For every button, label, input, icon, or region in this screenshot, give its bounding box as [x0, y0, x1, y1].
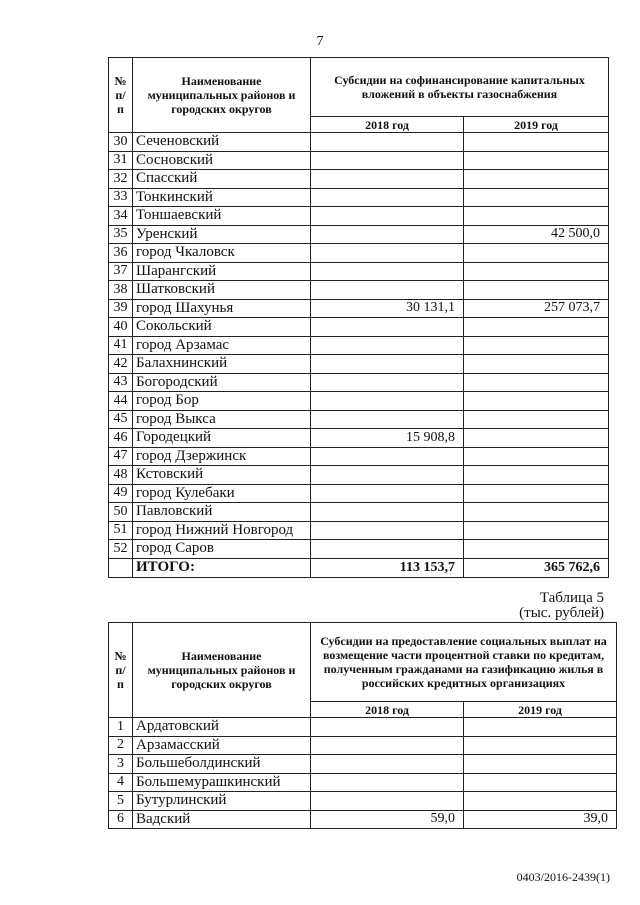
value-2019	[464, 503, 609, 522]
row-number: 30	[109, 133, 133, 152]
row-number: 32	[109, 170, 133, 189]
table5-units: (тыс. рублей)	[519, 605, 604, 621]
header-subsidy: Субсидии на софинансирование капитальных вложений в объекты газоснабжения	[311, 58, 609, 117]
header-year-2018: 2018 год	[311, 117, 464, 133]
row-number: 48	[109, 466, 133, 485]
value-2018	[311, 373, 464, 392]
district-name: город Бор	[133, 392, 311, 411]
value-2019	[464, 170, 609, 189]
value-2019	[464, 392, 609, 411]
header-num: № п/п	[109, 623, 133, 718]
table-row	[109, 736, 617, 755]
value-2018	[311, 133, 464, 152]
header-year-2019: 2019 год	[464, 702, 617, 718]
table-row	[109, 299, 609, 318]
value-2018	[311, 773, 464, 792]
row-number: 45	[109, 410, 133, 429]
value-2018: 59,0	[311, 810, 464, 829]
header-name: Наименование муниципальных районов и городских округов	[133, 623, 311, 718]
table-row	[109, 792, 617, 811]
value-2019: 42 500,0	[464, 225, 609, 244]
district-name: Шатковский	[133, 281, 311, 300]
total-2018: 113 153,7	[311, 558, 464, 577]
district-name: Спасский	[133, 170, 311, 189]
value-2018	[311, 355, 464, 374]
district-name: Вадский	[133, 810, 311, 829]
row-number: 5	[109, 792, 133, 811]
table-row	[109, 355, 609, 374]
value-2018	[311, 792, 464, 811]
row-number: 36	[109, 244, 133, 263]
row-number: 42	[109, 355, 133, 374]
table-row	[109, 773, 617, 792]
value-2019	[464, 521, 609, 540]
value-2018	[311, 540, 464, 559]
header-year-2018: 2018 год	[311, 702, 464, 718]
table-row	[109, 410, 609, 429]
district-name: город Чкаловск	[133, 244, 311, 263]
row-number: 39	[109, 299, 133, 318]
gas-investment-subsidy-table	[108, 57, 609, 578]
district-name: город Выкса	[133, 410, 311, 429]
value-2018	[311, 262, 464, 281]
value-2018: 30 131,1	[311, 299, 464, 318]
table-row	[109, 392, 609, 411]
row-number: 6	[109, 810, 133, 829]
value-2019: 257 073,7	[464, 299, 609, 318]
table-row	[109, 373, 609, 392]
gasification-credit-subsidy-table	[108, 622, 617, 829]
value-2019	[464, 336, 609, 355]
table-row	[109, 521, 609, 540]
value-2018	[311, 281, 464, 300]
table5-title: Таблица 5	[539, 590, 604, 606]
district-name: Балахнинский	[133, 355, 311, 374]
district-name: город Арзамас	[133, 336, 311, 355]
table-row	[109, 540, 609, 559]
row-number: 31	[109, 151, 133, 170]
value-2018: 15 908,8	[311, 429, 464, 448]
row-number: 38	[109, 281, 133, 300]
value-2018	[311, 207, 464, 226]
district-name: Тонкинский	[133, 188, 311, 207]
row-number: 2	[109, 736, 133, 755]
district-name: Ардатовский	[133, 718, 311, 737]
table-row	[109, 484, 609, 503]
header-name: Наименование муниципальных районов и городских округов	[133, 58, 311, 133]
table-row	[109, 133, 609, 152]
row-number: 49	[109, 484, 133, 503]
value-2018	[311, 447, 464, 466]
value-2019	[464, 718, 617, 737]
value-2019	[464, 188, 609, 207]
district-name: Арзамасский	[133, 736, 311, 755]
district-name: Бутурлинский	[133, 792, 311, 811]
row-number: 3	[109, 755, 133, 774]
value-2019	[464, 466, 609, 485]
value-2019	[464, 151, 609, 170]
value-2018	[311, 318, 464, 337]
value-2019	[464, 244, 609, 263]
table-row	[109, 336, 609, 355]
table-row	[109, 503, 609, 522]
district-name: Богородский	[133, 373, 311, 392]
header-year-2019: 2019 год	[464, 117, 609, 133]
value-2019	[464, 773, 617, 792]
table-row	[109, 151, 609, 170]
row-number: 34	[109, 207, 133, 226]
district-name: Кстовский	[133, 466, 311, 485]
district-name: Большемурашкинский	[133, 773, 311, 792]
value-2018	[311, 503, 464, 522]
row-number: 41	[109, 336, 133, 355]
row-number: 37	[109, 262, 133, 281]
district-name: Уренский	[133, 225, 311, 244]
district-name: город Кулебаки	[133, 484, 311, 503]
value-2019	[464, 355, 609, 374]
page-number: 7	[316, 34, 324, 49]
table-row	[109, 429, 609, 448]
value-2019	[464, 410, 609, 429]
row-number: 50	[109, 503, 133, 522]
value-2019	[464, 429, 609, 448]
value-2019	[464, 281, 609, 300]
table-row	[109, 244, 609, 263]
value-2019	[464, 736, 617, 755]
value-2018	[311, 736, 464, 755]
value-2018	[311, 755, 464, 774]
row-number: 43	[109, 373, 133, 392]
value-2018	[311, 170, 464, 189]
table-row	[109, 281, 609, 300]
document-code: 0403/2016-2439(1)	[516, 870, 610, 884]
table-row	[109, 188, 609, 207]
total-2019: 365 762,6	[464, 558, 609, 577]
value-2018	[311, 484, 464, 503]
value-2018	[311, 336, 464, 355]
value-2019	[464, 133, 609, 152]
value-2018	[311, 466, 464, 485]
value-2019	[464, 207, 609, 226]
value-2018	[311, 225, 464, 244]
table-row	[109, 718, 617, 737]
value-2018	[311, 151, 464, 170]
value-2019	[464, 755, 617, 774]
table-row	[109, 318, 609, 337]
value-2018	[311, 244, 464, 263]
table-row	[109, 755, 617, 774]
value-2019	[464, 484, 609, 503]
total-label: ИТОГО:	[133, 558, 311, 577]
district-name: город Нижний Новгород	[133, 521, 311, 540]
value-2019	[464, 447, 609, 466]
value-2019	[464, 318, 609, 337]
table-row	[109, 466, 609, 485]
district-name: Большеболдинский	[133, 755, 311, 774]
value-2019	[464, 540, 609, 559]
district-name: город Шахунья	[133, 299, 311, 318]
row-number: 52	[109, 540, 133, 559]
row-number: 40	[109, 318, 133, 337]
table-row	[109, 170, 609, 189]
row-number: 4	[109, 773, 133, 792]
value-2018	[311, 718, 464, 737]
value-2018	[311, 521, 464, 540]
table-row	[109, 810, 617, 829]
value-2019	[464, 373, 609, 392]
value-2019	[464, 262, 609, 281]
value-2018	[311, 188, 464, 207]
row-number: 35	[109, 225, 133, 244]
header-num: № п/п	[109, 58, 133, 133]
header-subsidy: Субсидии на предоставление социальных выплат на возмещение части процентной ставки по кредитам, полученным гражданами на газификацию жилья в российских кредитных организациях	[311, 623, 617, 702]
district-name: Сокольский	[133, 318, 311, 337]
district-name: Сеченовский	[133, 133, 311, 152]
row-number: 47	[109, 447, 133, 466]
row-number: 1	[109, 718, 133, 737]
total-row	[109, 558, 609, 577]
district-name: Городецкий	[133, 429, 311, 448]
table-row	[109, 262, 609, 281]
district-name: Павловский	[133, 503, 311, 522]
table-row	[109, 225, 609, 244]
row-number: 46	[109, 429, 133, 448]
value-2018	[311, 410, 464, 429]
value-2018	[311, 392, 464, 411]
table-row	[109, 447, 609, 466]
value-2019: 39,0	[464, 810, 617, 829]
row-number: 44	[109, 392, 133, 411]
district-name: город Саров	[133, 540, 311, 559]
row-number: 33	[109, 188, 133, 207]
row-number: 51	[109, 521, 133, 540]
district-name: Сосновский	[133, 151, 311, 170]
district-name: город Дзержинск	[133, 447, 311, 466]
district-name: Шарангский	[133, 262, 311, 281]
district-name: Тоншаевский	[133, 207, 311, 226]
table-row	[109, 207, 609, 226]
value-2019	[464, 792, 617, 811]
